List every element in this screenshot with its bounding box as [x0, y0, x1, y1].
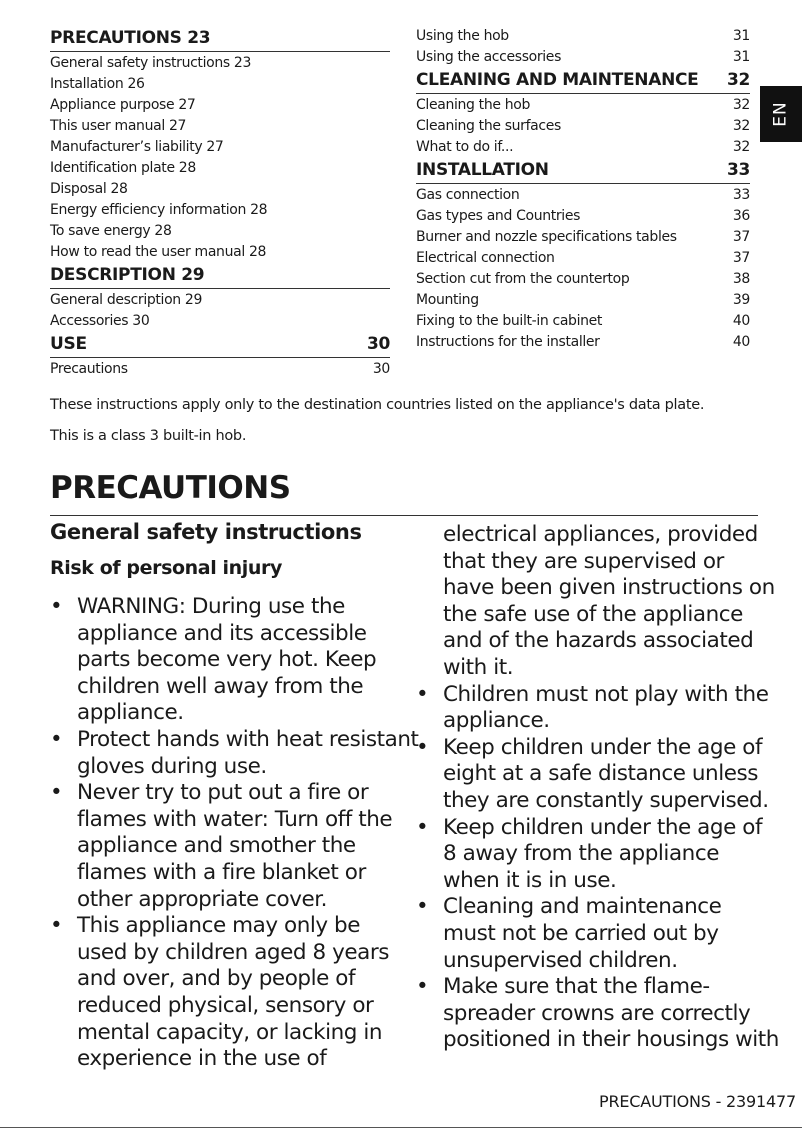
toc-entry-label: Instructions for the installer [416, 334, 600, 350]
bullet-line: positioned in their housings with [443, 1027, 779, 1053]
toc-entry [50, 53, 390, 74]
continued-line: that they are supervised or [443, 548, 724, 574]
toc-entry [416, 311, 750, 332]
bullet-line: flames with water: Turn off the [77, 806, 393, 832]
toc-entry [416, 137, 750, 158]
toc-heading-label: PRECAUTIONS 23 [50, 28, 211, 48]
bullet-text [443, 894, 756, 974]
toc-section-heading [416, 68, 750, 94]
bullet-text [77, 594, 390, 727]
bullet-dot: • [50, 594, 63, 619]
toc-heading-label: CLEANING AND MAINTENANCE [416, 70, 699, 90]
language-tab-label: EN [771, 101, 791, 127]
bullet-line: Make sure that the flame- [443, 974, 710, 1000]
bullet-text [443, 682, 769, 735]
toc-entry-page: 31 [732, 28, 750, 44]
bullet-line: reduced physical, sensory or [77, 992, 374, 1018]
bullet-item [416, 681, 769, 735]
toc-entry-label: How to read the user manual 28 [50, 244, 267, 260]
body-left-column [50, 594, 419, 1073]
bullet-line: parts become very hot. Keep [77, 647, 377, 673]
toc-entry [416, 116, 750, 137]
toc-heading-page: 33 [726, 160, 750, 180]
toc-entry [416, 248, 750, 269]
toc-entry [416, 47, 750, 68]
toc-entry [50, 200, 390, 221]
bullet-dot: • [50, 780, 63, 806]
bullet-line: they are constantly supervised. [443, 787, 769, 813]
toc-entry-page: 37 [732, 229, 750, 245]
toc-entry-page: 38 [732, 271, 750, 287]
bullet-dot: • [416, 734, 429, 760]
toc-entry-page: 33 [732, 187, 750, 203]
bullet-item [416, 814, 763, 895]
bullet-dot: • [416, 894, 429, 920]
toc-entry-label: General safety instructions 23 [50, 55, 252, 71]
toc-entry-label: Using the accessories [416, 49, 562, 65]
toc-entry-label: To save energy 28 [50, 223, 172, 239]
toc-entry-label: Using the hob [416, 28, 509, 44]
toc-entry-page: 40 [732, 313, 750, 329]
toc-entry-label: Fixing to the built-in cabinet [416, 313, 603, 329]
bullet-line: Keep children under the age of [443, 814, 763, 840]
toc-entry-label: Disposal 28 [50, 181, 128, 197]
bullet-line: appliance and smother the [77, 833, 356, 859]
toc-entry [50, 116, 390, 137]
bullet-line: experience in the use of [77, 1046, 327, 1072]
section-title: PRECAUTIONS [50, 470, 291, 506]
bullet-line: flames with a fire blanket or [77, 859, 366, 885]
bullet-item [50, 726, 419, 780]
toc-entry-page: 31 [732, 49, 750, 65]
toc-section-heading [416, 158, 750, 184]
bullet-item [416, 974, 779, 1054]
bullet-item [416, 894, 756, 974]
bullet-line: Protect hands with heat resistant [77, 726, 419, 752]
toc-entry-label: Burner and nozzle specifications tables [416, 229, 677, 245]
bullet-dot: • [416, 974, 429, 1000]
bullet-line: appliance. [443, 708, 550, 734]
toc-entry [50, 221, 390, 242]
toc-entry [50, 242, 390, 263]
toc-entry [416, 269, 750, 290]
toc-entry [50, 311, 390, 332]
footer-rule [0, 1127, 802, 1128]
toc-entry [416, 26, 750, 47]
toc-entry-label: Gas types and Countries [416, 208, 581, 224]
subsection-title: General safety instructions [50, 520, 362, 544]
toc-left-column [50, 26, 390, 380]
bullet-line: This appliance may only be [77, 913, 361, 939]
toc-entry [50, 95, 390, 116]
risk-title: Risk of personal injury [50, 557, 282, 579]
toc-entry-page: 32 [732, 139, 750, 155]
toc-entry-page: 37 [732, 250, 750, 266]
toc-heading-label: INSTALLATION [416, 160, 549, 180]
toc-entry-label: General description 29 [50, 292, 203, 308]
bullet-item [416, 734, 769, 815]
continued-line: with it. [443, 654, 514, 680]
toc-entry [50, 179, 390, 200]
page-footer: PRECAUTIONS - 2391477 [599, 1092, 796, 1111]
bullet-line: Never try to put out a fire or [77, 780, 369, 806]
bullet-text [443, 735, 769, 815]
toc-entry [50, 74, 390, 95]
toc-entry-label: Energy efficiency information 28 [50, 202, 268, 218]
continued-line: have been given instructions on [443, 575, 775, 601]
bullet-line: appliance. [77, 700, 184, 726]
bullet-item [50, 594, 390, 727]
bullet-line: WARNING: During use the [77, 594, 345, 619]
applicability-note: These instructions apply only to the destination countries listed on the appliance's data plate. [50, 397, 705, 413]
toc-entry-label: Cleaning the hob [416, 97, 530, 113]
toc-entry-label: Installation 26 [50, 76, 145, 92]
bullet-text [77, 780, 392, 913]
bullet-text [77, 913, 390, 1073]
body-right-column [416, 522, 779, 1054]
bullet-dot: • [416, 814, 429, 840]
toc-entry [416, 185, 750, 206]
toc-entry-label: Mounting [416, 292, 479, 308]
toc-heading-page: 32 [726, 70, 750, 90]
toc-entry-page: 40 [732, 334, 750, 350]
bullet-line: Cleaning and maintenance [443, 894, 722, 920]
toc-entry-label: Section cut from the countertop [416, 271, 630, 287]
bullet-line: children well away from the [77, 673, 364, 699]
toc-entry [416, 290, 750, 311]
toc-section-heading [50, 332, 390, 358]
toc-entry-label: Accessories 30 [50, 313, 150, 329]
bullet-line: used by children aged 8 years [77, 939, 390, 965]
toc-section-heading [50, 263, 390, 289]
toc-section-heading [50, 26, 390, 52]
toc-entry-page: 32 [732, 97, 750, 113]
bullet-dot: • [50, 726, 63, 752]
toc-entry [50, 290, 390, 311]
bullet-line: and over, and by people of [77, 966, 356, 992]
bullet-text [443, 815, 762, 895]
toc-heading-label: USE [50, 334, 87, 354]
continued-line: the safe use of the appliance [443, 601, 743, 627]
bullet-line: mental capacity, or lacking in [77, 1019, 383, 1045]
toc-entry [416, 206, 750, 227]
language-tab [760, 86, 802, 142]
toc-entry-label: Cleaning the surfaces [416, 118, 561, 134]
toc-entry-label: Manufacturer’s liability 27 [50, 139, 224, 155]
hob-class-note: This is a class 3 built-in hob. [50, 428, 247, 444]
toc-entry [416, 95, 750, 116]
toc-entry-page: 32 [732, 118, 750, 134]
bullet-item [50, 913, 390, 1073]
toc-entry-page: 36 [732, 208, 750, 224]
toc-entry-label: Electrical connection [416, 250, 555, 266]
bullet-line: eight at a safe distance unless [443, 761, 759, 787]
bullet-line: when it is in use. [443, 867, 617, 893]
toc-entry-label: Gas connection [416, 187, 520, 203]
section-title-rule [50, 515, 758, 516]
bullet-line: unsupervised children. [443, 947, 678, 973]
toc-entry [50, 137, 390, 158]
bullet-line: spreader crowns are correctly [443, 1000, 751, 1026]
toc-heading-page: 30 [366, 334, 390, 354]
toc-entry-page: 39 [732, 292, 750, 308]
toc-entry-page: 30 [372, 361, 390, 377]
toc-entry [416, 227, 750, 248]
toc-entry [50, 158, 390, 179]
toc-entry-label: This user manual 27 [50, 118, 187, 134]
bullet-line: gloves during use. [77, 753, 267, 779]
toc-entry-label: Precautions [50, 361, 128, 377]
bullet-line: must not be carried out by [443, 920, 719, 946]
toc-entry-label: What to do if... [416, 139, 514, 155]
toc-heading-label: DESCRIPTION 29 [50, 265, 205, 285]
bullet-line: appliance and its accessible [77, 620, 367, 646]
bullet-text [77, 727, 419, 780]
bullet-line: Keep children under the age of [443, 734, 763, 760]
toc-entry [416, 332, 750, 353]
bullet-line: other appropriate cover. [77, 886, 328, 912]
bullet-text [443, 974, 779, 1054]
toc-right-column [416, 26, 750, 353]
toc-entry [50, 359, 390, 380]
continued-line: electrical appliances, provided [443, 522, 758, 547]
toc-entry-label: Appliance purpose 27 [50, 97, 196, 113]
toc-entry-label: Identification plate 28 [50, 160, 196, 176]
bullet-dot: • [50, 913, 63, 939]
bullet-item [50, 780, 393, 913]
bullet-dot: • [416, 681, 429, 707]
bullet-line: 8 away from the appliance [443, 841, 720, 867]
continued-line: and of the hazards associated [443, 628, 754, 654]
bullet-line: Children must not play with the [443, 681, 769, 707]
